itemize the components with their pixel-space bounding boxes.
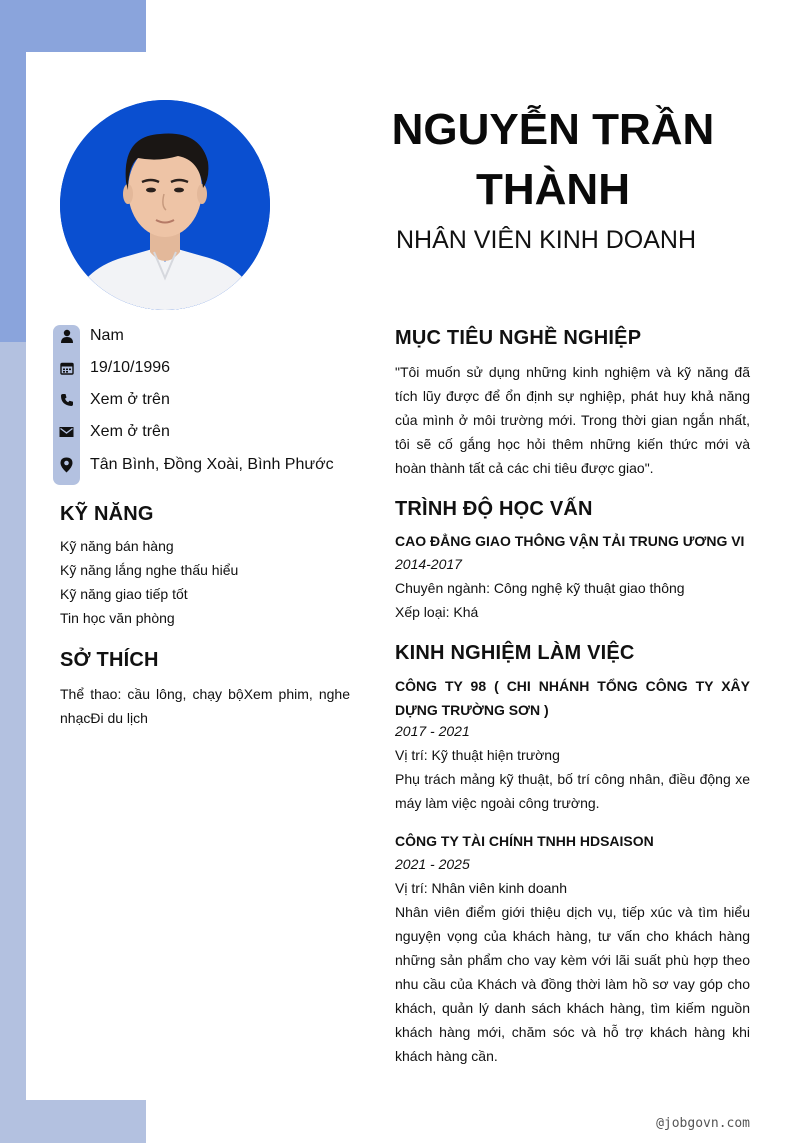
education-period: 2014-2017 [395, 556, 462, 572]
job-1-company: CÔNG TY 98 ( CHI NHÁNH TỔNG CÔNG TY XÂY DỰNG TRƯỜNG SƠN ) [395, 678, 750, 718]
education-school: CAO ĐẲNG GIAO THÔNG VẬN TẢI TRUNG ƯƠNG VI [395, 533, 745, 549]
education-title: TRÌNH ĐỘ HỌC VẤN [395, 498, 593, 520]
job-1-period: 2017 - 2021 [395, 723, 470, 739]
experience-title: KINH NGHIỆM LÀM VIỆC [395, 642, 635, 664]
email-icon [53, 426, 80, 438]
skill-item: Kỹ năng bán hàng [60, 538, 174, 554]
job-2-position: Vị trí: Nhân viên kinh doanh [395, 880, 567, 896]
contact-phone [53, 387, 170, 413]
phone-icon [53, 393, 80, 407]
decorative-bottom-block [0, 1100, 146, 1143]
watermark: @jobgovn.com [656, 1116, 750, 1131]
job-2-period: 2021 - 2025 [395, 856, 470, 872]
skill-item: Kỹ năng lắng nghe thấu hiểu [60, 562, 239, 578]
job-1-position: Vị trí: Kỹ thuật hiện trường [395, 747, 560, 763]
candidate-name: NGUYỄN TRẦN THÀNH [391, 105, 715, 214]
skill-item: Kỹ năng giao tiếp tốt [60, 586, 188, 602]
education-major: Chuyên ngành: Công nghệ kỹ thuật giao thông [395, 580, 685, 596]
address-value: Tân Bình, Đồng Xoài, Bình Phước [90, 456, 334, 473]
candidate-job-title: NHÂN VIÊN KINH DOANH [396, 226, 697, 254]
contact-email [53, 419, 170, 445]
job-2-description: Nhân viên điểm giới thiệu dịch vụ, tiếp xúc và tìm hiểu nguyện vọng của khách hàng, tư vấn cho khách hàng những sản phẩm cho vay kèm với lãi suất phù hợp theo nhu cầu của Khách và đồng thời làm hồ sơ vay góp cho khách, quản lý danh sách khách hàng, tìm kiếm nguồn khách hàng mới, chăm sóc và hỗ trợ khách hàng khi khách hàng cần. [395, 904, 750, 1064]
phone-value: Xem ở trên [90, 391, 170, 408]
contact-gender [53, 323, 124, 349]
job-1-description: Phụ trách mảng kỹ thuật, bố trí công nhân, điều động xe máy làm việc ngoài công trường. [395, 771, 750, 811]
objective-text: "Tôi muốn sử dụng những kinh nghiệm và kỹ năng đã tích lũy được để ổn định sự nghiệp, phát huy khả năng của mình ở môi trường mới. Trong thời gian ngắn nhất, tôi sẽ cố gắng học hỏi thêm những kiến thức mới và hoàn thành tất cả các chi tiêu được giao". [395, 364, 750, 476]
skills-title: KỸ NĂNG [60, 503, 154, 525]
job-2-company: CÔNG TY TÀI CHÍNH TNHH HDSAISON [395, 833, 654, 849]
hobbies-text: Thể thao: cầu lông, chạy bộXem phim, nghe nhạcĐi du lịch [60, 686, 350, 726]
location-icon [53, 457, 80, 473]
calendar-icon [53, 361, 80, 375]
contact-birthday [53, 355, 170, 381]
decorative-left-strip [0, 342, 26, 1143]
contact-address [53, 452, 334, 478]
birthday-value: 19/10/1996 [90, 359, 171, 376]
profile-photo [60, 100, 270, 310]
education-grade: Xếp loại: Khá [395, 604, 479, 620]
person-icon [53, 329, 80, 343]
objective-title: MỤC TIÊU NGHỀ NGHIỆP [395, 327, 642, 349]
hobbies-title: SỞ THÍCH [60, 649, 159, 671]
email-value: Xem ở trên [90, 423, 170, 440]
skill-item: Tin học văn phòng [60, 610, 175, 626]
gender-value: Nam [90, 327, 124, 344]
